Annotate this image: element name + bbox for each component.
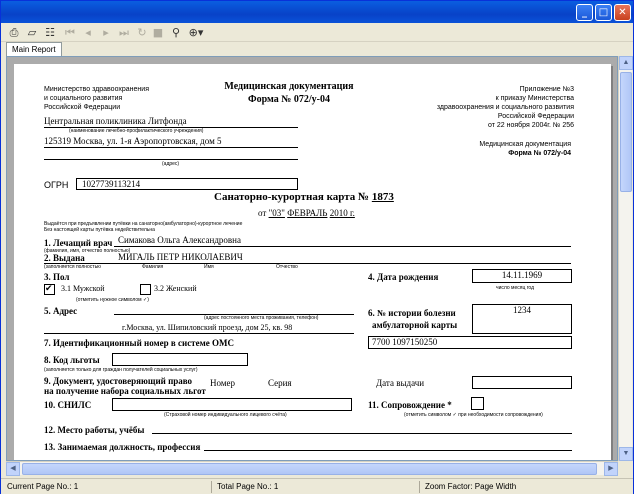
- horizontal-scrollbar[interactable]: [6, 461, 618, 475]
- work-label: 12. Место работы, учёбы: [44, 425, 145, 435]
- ogrn-label: ОГРН: [44, 180, 69, 190]
- card-title-text: Санаторно-курортная карта №: [214, 191, 370, 203]
- issued-caption-patronymic: Отчество: [276, 264, 298, 270]
- search-icon[interactable]: ⚲: [171, 26, 181, 39]
- ministry-line: и социального развития: [44, 95, 123, 102]
- sex-male-label: 3.1 Мужской: [61, 284, 105, 293]
- address-caption: (адрес): [162, 161, 180, 167]
- sex-check-icon: ✔: [45, 283, 53, 293]
- issued-label: 2. Выдана: [44, 253, 85, 263]
- clinic-caption: (наименование лечебно-профилактического учреждения): [69, 128, 204, 134]
- sex-female-label: 3.2 Женский: [154, 284, 197, 293]
- scroll-up-icon[interactable]: ▲: [619, 56, 633, 70]
- report-page: [14, 64, 611, 461]
- medical-doc-label: Медицинская документация: [479, 141, 571, 148]
- date-from: от: [258, 208, 267, 218]
- position-label: 13. Занимаемая должность, профессия: [44, 442, 201, 452]
- vertical-scroll-thumb[interactable]: [620, 72, 632, 192]
- clinic-address: 125319 Москва, ул. 1-я Аэропортовская, дом 5: [44, 136, 222, 146]
- history-label-2: амбулаторной карты: [372, 320, 458, 330]
- ministry-line: Российской Федерации: [44, 104, 121, 111]
- appendix-line: здравоохранения и социального развития: [436, 104, 574, 111]
- doctor-caption: (фамилия, имя, отчество полностью): [44, 248, 131, 254]
- report-viewport[interactable]: [6, 56, 618, 461]
- doc-number-label: Номер: [210, 378, 236, 388]
- scroll-left-icon[interactable]: ◀: [6, 462, 20, 476]
- issued-caption-name: Имя: [204, 264, 214, 270]
- appendix-line: от 22 ноября 2004г. № 256: [487, 122, 574, 129]
- birth-caption: число месяц год: [496, 285, 535, 291]
- open-icon[interactable]: ▱: [27, 26, 37, 39]
- print-icon[interactable]: ⎙: [9, 26, 19, 39]
- stop-icon[interactable]: ■: [152, 26, 164, 39]
- birth-value: 14.11.1969: [501, 270, 543, 280]
- date-day: "03": [268, 208, 285, 218]
- doc-date-box: [472, 376, 572, 389]
- tree-icon[interactable]: ☷: [45, 26, 55, 39]
- last-page-icon[interactable]: ⏭: [119, 26, 129, 39]
- maximize-button[interactable]: □: [595, 4, 612, 21]
- benefit-caption: (заполняется только для граждан получателей социальных услуг): [44, 367, 198, 373]
- close-button[interactable]: ✕: [614, 4, 631, 21]
- ministry-line: Министерство здравоохранения: [44, 86, 149, 93]
- date-month: ФЕВРАЛЬ: [287, 208, 328, 218]
- ogrn-value: 1027739113214: [82, 179, 141, 189]
- appendix-line: Российской Федерации: [497, 113, 574, 120]
- benefit-box: [112, 353, 248, 366]
- appendix-line: к приказу Министерства: [495, 95, 574, 102]
- escort-caption: (отметить символом ✓ при необходимости сопровождения): [404, 412, 543, 418]
- horizontal-scroll-thumb[interactable]: [22, 463, 597, 475]
- history-value: 1234: [513, 305, 531, 315]
- issued-value: МИГАЛЬ ПЕТР НИКОЛАЕВИЧ: [118, 252, 243, 262]
- escort-checkbox[interactable]: [471, 397, 484, 410]
- title-bar[interactable]: [1, 1, 633, 23]
- doctor-label: 1. Лечащий врач: [44, 238, 113, 248]
- tab-main-report[interactable]: Main Report: [6, 42, 62, 56]
- next-page-icon[interactable]: ▸: [103, 26, 109, 39]
- vertical-scrollbar[interactable]: [618, 56, 632, 461]
- appendix-line: Приложение №3: [519, 86, 574, 93]
- status-zoom: Zoom Factor: Page Width: [425, 482, 517, 491]
- date-year: 2010 г.: [329, 208, 355, 218]
- escort-label: 11. Сопровождение *: [368, 400, 452, 410]
- status-bar: [1, 478, 633, 494]
- status-total-page: Total Page No.: 1: [217, 482, 279, 491]
- form-number-label: Форма № 072/у-04: [508, 150, 571, 157]
- oms-label: 7. Идентификационный номер в системе ОМС: [44, 338, 234, 348]
- viewer-toolbar: [1, 23, 633, 42]
- note-2: Без настоящей карты путёвка недействительна: [44, 227, 155, 233]
- card-date: [258, 208, 355, 218]
- benefit-label: 8. Код льготы: [44, 355, 100, 365]
- doc-date-label: Дата выдачи: [376, 378, 425, 388]
- card-title: [214, 191, 394, 203]
- ministry-block: [44, 85, 149, 112]
- note-1: Выдаётся при предъявлении путёвки на санаторно(амбулаторно)-курортное лечение: [44, 221, 243, 227]
- refresh-icon[interactable]: ↻: [137, 26, 147, 39]
- addr-caption: (адрес постоянного места проживания, телефон): [204, 315, 319, 321]
- prev-page-icon[interactable]: ◂: [85, 26, 91, 39]
- scroll-right-icon[interactable]: ▶: [604, 462, 618, 476]
- sex-label: 3. Пол: [44, 272, 70, 282]
- snils-caption: (Страховой номер индивидуального лицевого счёта): [164, 412, 287, 418]
- doc-label-1: 9. Документ, удостоверяющий право: [44, 376, 193, 386]
- snils-label: 10. СНИЛС: [44, 400, 92, 410]
- zoom-icon[interactable]: ⊕▾: [188, 26, 204, 39]
- sex-caption: (отметить нужное символом ✓): [76, 297, 149, 303]
- issued-caption-surname: Фамилия: [142, 264, 164, 270]
- card-number: 1873: [371, 191, 394, 203]
- first-page-icon[interactable]: ⏮: [65, 26, 75, 39]
- status-current-page: Current Page No.: 1: [7, 482, 79, 491]
- tab-bar: [1, 42, 633, 56]
- oms-value: 7700 1097150250: [372, 337, 438, 347]
- history-label-1: 6. № истории болезни: [368, 308, 456, 318]
- doctor-value: Симакова Ольга Александровна: [118, 235, 241, 245]
- snils-box: [112, 398, 352, 411]
- sex-female-checkbox[interactable]: [140, 284, 151, 295]
- scroll-down-icon[interactable]: ▼: [619, 447, 633, 461]
- issued-caption-fill: (заполняется полностью: [44, 264, 101, 270]
- clinic-name: Центральная поликлиника Литфонда: [44, 116, 187, 126]
- header-title-1: Медицинская документация: [224, 81, 354, 92]
- header-title-2: Форма № 072/у-04: [248, 94, 330, 105]
- minimize-button[interactable]: _: [576, 4, 593, 21]
- birth-label: 4. Дата рождения: [368, 272, 439, 282]
- doc-series-label: Серия: [268, 378, 292, 388]
- doc-label-2: на получение набора социальных льгот: [44, 386, 206, 396]
- addr-value: г.Москва, ул. Шипиловский проезд, дом 25, кв. 98: [122, 323, 293, 332]
- appendix-block: [414, 85, 574, 130]
- addr-label: 5. Адрес: [44, 306, 78, 316]
